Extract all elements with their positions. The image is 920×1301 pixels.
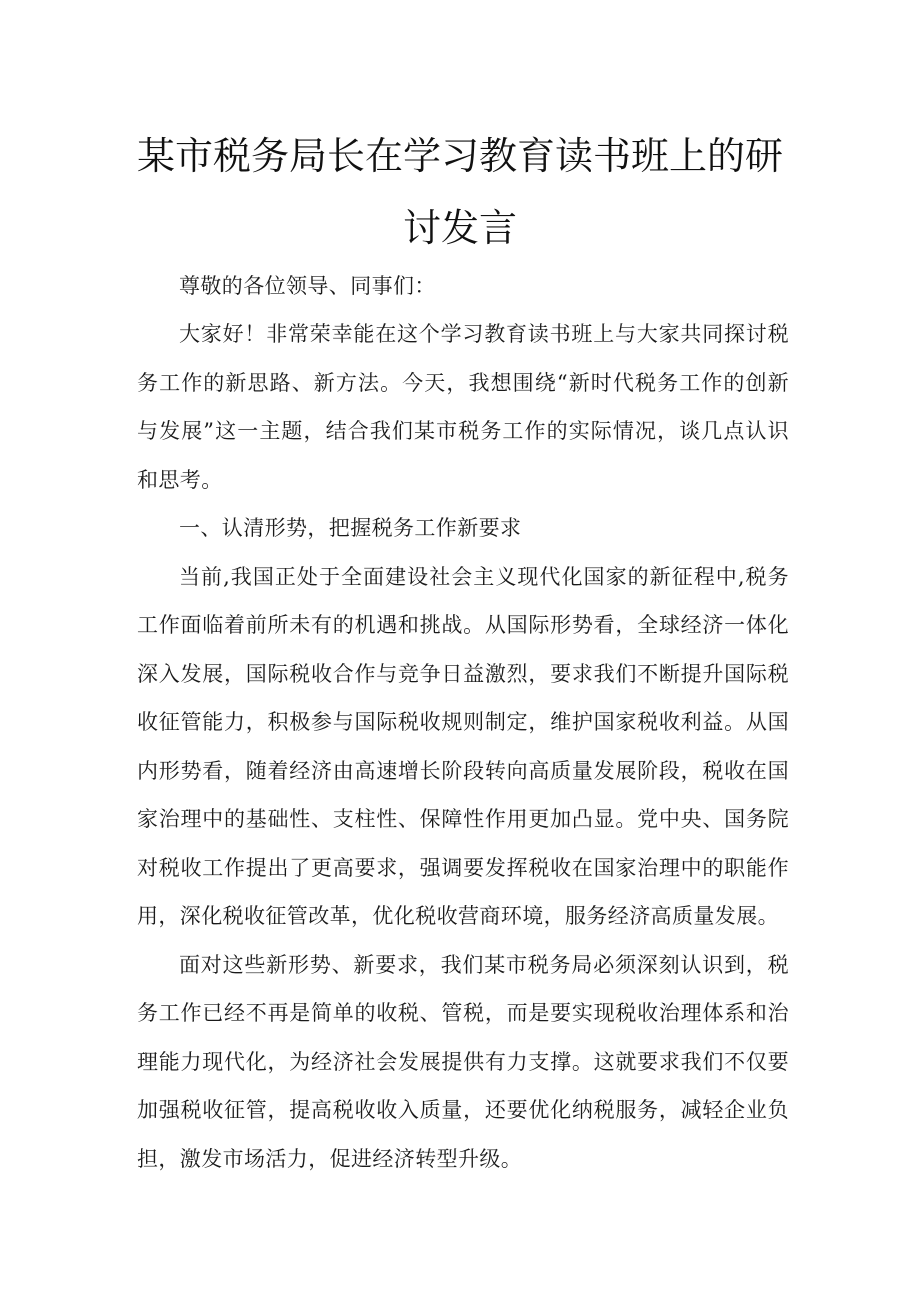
paragraph-intro: 大家好！非常荣幸能在这个学习教育读书班上与大家共同探讨税务工作的新思路、新方法。今天，我想围绕“新时代税务工作的创新与发展”这一主题，结合我们某市税务工作的实际情况，谈几点认识和思考。 [137, 322, 789, 492]
salutation-block [137, 262, 789, 311]
document-body [137, 310, 789, 1183]
salutation: 尊敬的各位领导、同事们： [179, 274, 436, 298]
document-title-line-2: 讨发言 [402, 206, 517, 250]
section-heading: 一、认清形势，把握税务工作新要求 [179, 516, 522, 540]
paragraph-requirements: 面对这些新形势、新要求，我们某市税务局必须深刻认识到，税务工作已经不再是简单的收税、管税，而是要实现税收治理体系和治理能力现代化，为经济社会发展提供有力支撑。这就要求我们不仅要加强税收征管，提高税收收入质量，还要优化纳税服务，减轻企业负担，激发市场活力，促进经济转型升级。 [137, 952, 789, 1171]
paragraph-situation: 当前,我国正处于全面建设社会主义现代化国家的新征程中,税务工作面临着前所未有的机遇和挑战。从国际形势看，全球经济一体化深入发展，国际税收合作与竞争日益激烈，要求我们不断提升国际税收征管能力，积极参与国际税收规则制定，维护国家税收利益。从国内形势看，随着经济由高速增长阶段转向高质量发展阶段，税收在国家治理中的基础性、支柱性、保障性作用更加凸显。党中央、国务院对税收工作提出了更高要求，强调要发挥税收在国家治理中的职能作用，深化税收征管改革，优化税收营商环境，服务经济高质量发展。 [137, 564, 789, 928]
document-title-line-1: 某市税务局长在学习教育读书班上的研 [136, 134, 783, 178]
